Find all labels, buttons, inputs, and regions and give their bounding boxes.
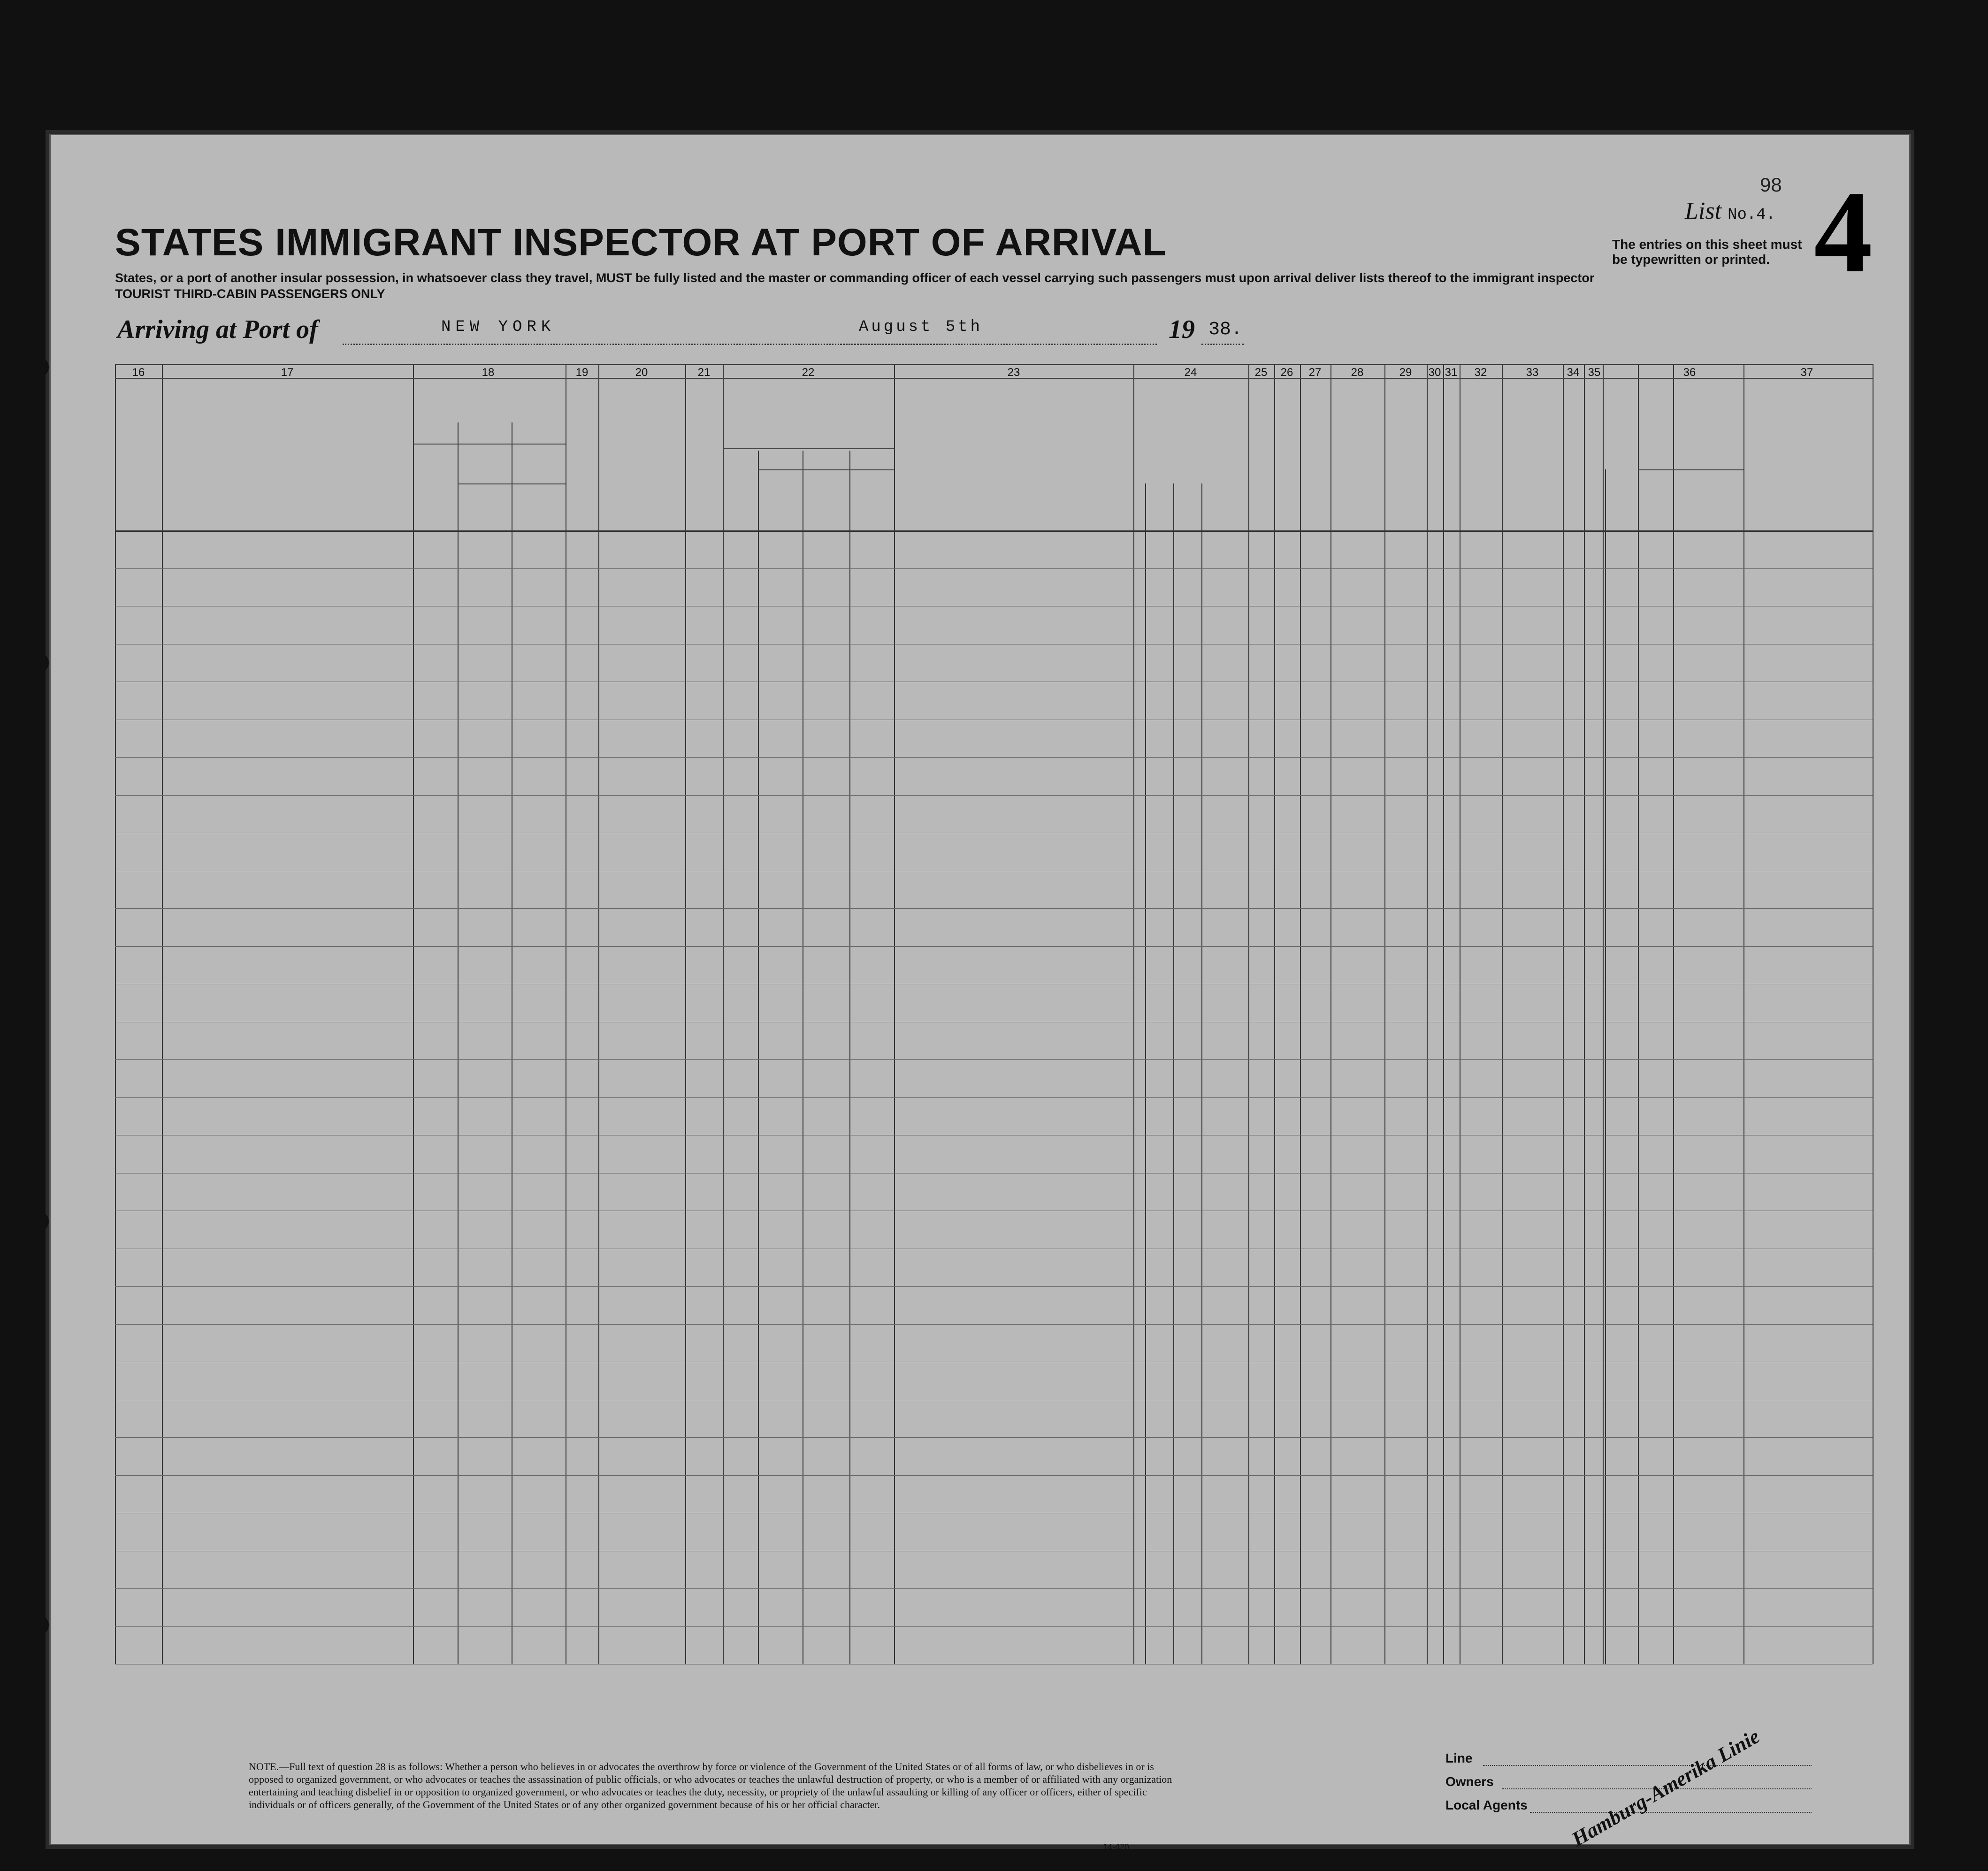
header-city — [514, 502, 566, 516]
column-rule — [849, 451, 850, 1664]
column-rule — [723, 422, 724, 1664]
header-complexion — [1638, 458, 1673, 486]
column-number: 24 — [1184, 366, 1197, 379]
column-number: 22 — [802, 366, 815, 379]
header-state — [460, 502, 509, 516]
sheet-number: 4 — [1814, 167, 1873, 297]
column-rule — [1201, 483, 1202, 1664]
column-rule — [758, 451, 759, 1664]
header-marks — [1748, 465, 1870, 479]
header-no-on-list — [117, 446, 160, 502]
row-rule — [115, 1626, 1873, 1627]
header-ticket — [571, 385, 590, 526]
column-rule — [685, 364, 686, 1664]
header-color — [1678, 427, 1741, 441]
list-number: No.4. — [1728, 206, 1776, 224]
column-number: 18 — [482, 366, 495, 379]
year-prefix: 19 — [1169, 315, 1195, 344]
column-rule — [1584, 364, 1585, 1664]
column-rule — [1330, 364, 1331, 1664]
header-fifty-dollars — [663, 385, 681, 526]
row-rule — [115, 1059, 1873, 1060]
column-rule — [1248, 364, 1249, 1664]
agents-label: Local Agents — [1445, 1798, 1528, 1812]
header-join-relative — [908, 446, 1119, 502]
column-rule — [413, 364, 414, 1664]
row-rule — [115, 795, 1873, 796]
header-if-yes — [760, 453, 894, 467]
column-rule — [1427, 364, 1428, 1664]
header-before-us-sub — [725, 437, 894, 448]
column-rule — [1673, 364, 1674, 1664]
agents-rule — [1530, 1812, 1812, 1813]
dotted-line — [1201, 344, 1244, 345]
subtitle-text: States, or a port of another insular possession, in whatsoever class they travel, MUST be fully listed and the master or commanding officer of each vessel carrying such passengers must upon arrival deliver lists thereof to the immigrant inspector — [115, 271, 1595, 285]
column-rule — [1563, 364, 1564, 1664]
subheader-rule — [723, 448, 894, 449]
column-rule — [162, 364, 163, 1664]
column-rule — [115, 364, 116, 1664]
row-rule — [115, 757, 1873, 758]
header-eyes — [1711, 493, 1739, 507]
column-rule — [458, 422, 459, 1664]
column-number: 34 — [1567, 366, 1580, 379]
row-rule — [115, 1437, 1873, 1438]
column-number: 23 — [1007, 366, 1020, 379]
binder-hole — [28, 652, 49, 673]
binder-hole — [28, 357, 49, 377]
row-rule — [115, 1475, 1873, 1476]
list-label — [1685, 197, 1775, 225]
column-rule — [1145, 483, 1146, 1664]
column-rule — [598, 364, 599, 1664]
arriving-label: Arriving at Port of — [117, 315, 318, 344]
column-number: 16 — [132, 366, 145, 379]
column-number: 21 — [697, 366, 711, 379]
header-relative — [174, 437, 404, 507]
port-name: NEW YORK — [441, 318, 556, 336]
column-rule — [1603, 364, 1604, 1664]
row-rule — [115, 568, 1873, 569]
header-polygamist — [1279, 390, 1298, 521]
header-final-destination-sub — [415, 427, 563, 441]
column-number: 30 — [1428, 366, 1441, 379]
header-bottom-rule — [115, 530, 1873, 532]
column-number: 32 — [1474, 366, 1487, 379]
column-rule — [1605, 469, 1606, 1664]
column-number-rule — [115, 378, 1873, 379]
typed-note: The entries on this sheet must be typewritten or printed. — [1612, 237, 1802, 267]
year-suffix: 38. — [1208, 319, 1243, 340]
header-foreign-country — [415, 448, 458, 523]
table-top-rule — [115, 364, 1873, 365]
page-title: STATES IMMIGRANT INSPECTOR AT PORT OF ARRIVAL — [115, 221, 1167, 264]
shipping-line-stamp: Hamburg-Amerika Linie — [1567, 1725, 1764, 1851]
row-rule — [115, 946, 1873, 947]
column-rule — [1173, 483, 1174, 1664]
subtitle-class: TOURIST THIRD-CABIN PASSENGERS ONLY — [115, 287, 385, 301]
row-rule — [115, 1286, 1873, 1287]
column-number: 19 — [575, 366, 589, 379]
row-rule — [115, 1324, 1873, 1325]
header-date-departure — [852, 479, 894, 526]
page-number: 98 — [1760, 174, 1782, 196]
column-rule — [1300, 364, 1301, 1664]
header-years — [760, 483, 803, 526]
column-rule — [1502, 364, 1503, 1664]
page-subtitle — [115, 270, 1711, 302]
column-rule — [1133, 364, 1134, 1664]
subheader-rule — [458, 483, 566, 484]
column-number: 36 — [1683, 366, 1696, 379]
form-number: 14-420 — [1103, 1842, 1130, 1852]
line-label: Line — [1445, 1751, 1473, 1765]
header-height — [1591, 427, 1638, 441]
column-number: 29 — [1399, 366, 1412, 379]
header-where — [805, 491, 849, 505]
header-before-us — [725, 411, 894, 434]
column-number: 17 — [281, 366, 294, 379]
dotted-line — [838, 344, 1157, 345]
column-number: 27 — [1308, 366, 1322, 379]
header-usa — [460, 451, 563, 479]
list-word: List — [1685, 198, 1722, 224]
header-deformed — [1528, 437, 1591, 507]
arrival-date: August 5th — [859, 318, 983, 336]
header-hair — [1678, 493, 1706, 507]
binder-hole — [28, 1615, 49, 1635]
footnote: NOTE.—Full text of question 28 is as follows: Whether a person who believes in or advocates the overthrow by force or violence of the Government of the United States or of all forms of law, or who disbelieves in or is opposed to organized government, or who advocates or teaches the assassination of public officials, or who advocates or teaches the unlawful destruction of property, or who is a member of or affiliated with any organization entertaining and teaching disbelief in or opposition to organized government, or who advocates or teaches the duty, necessity, or propriety of the unlawful assaulting or killing of any officer or officers, either of specific individuals or of officers generally, of the Government of the United States or of any other organized government because of his or her official character. — [249, 1761, 1172, 1810]
column-number: 28 — [1351, 366, 1364, 379]
header-final-destination — [415, 413, 563, 427]
column-number: 20 — [635, 366, 648, 379]
column-number: 37 — [1800, 366, 1813, 379]
column-rule — [1443, 364, 1444, 1664]
row-rule — [115, 1588, 1873, 1589]
column-number: 35 — [1588, 366, 1601, 379]
owners-label: Owners — [1445, 1774, 1494, 1789]
header-feet-v — [1612, 469, 1631, 526]
row-rule — [115, 1097, 1873, 1098]
column-rule — [1274, 364, 1275, 1664]
header-yes-no — [725, 483, 758, 512]
header-anarchist — [1305, 390, 1323, 521]
arrival-line — [117, 314, 1901, 347]
column-number: 33 — [1526, 366, 1539, 379]
column-rule — [894, 364, 895, 1664]
column-rule — [1638, 469, 1639, 1664]
column-number: 25 — [1254, 366, 1268, 379]
binder-hole — [28, 1211, 49, 1232]
row-rule — [115, 908, 1873, 909]
column-rule — [1384, 364, 1385, 1664]
subheader-rule — [758, 469, 894, 470]
column-number: 26 — [1280, 366, 1293, 379]
line-rule — [1483, 1765, 1812, 1766]
column-number: 31 — [1445, 366, 1458, 379]
column-rule — [1743, 364, 1744, 1664]
header-purpose — [1136, 425, 1248, 453]
subheader-rule — [413, 444, 566, 445]
